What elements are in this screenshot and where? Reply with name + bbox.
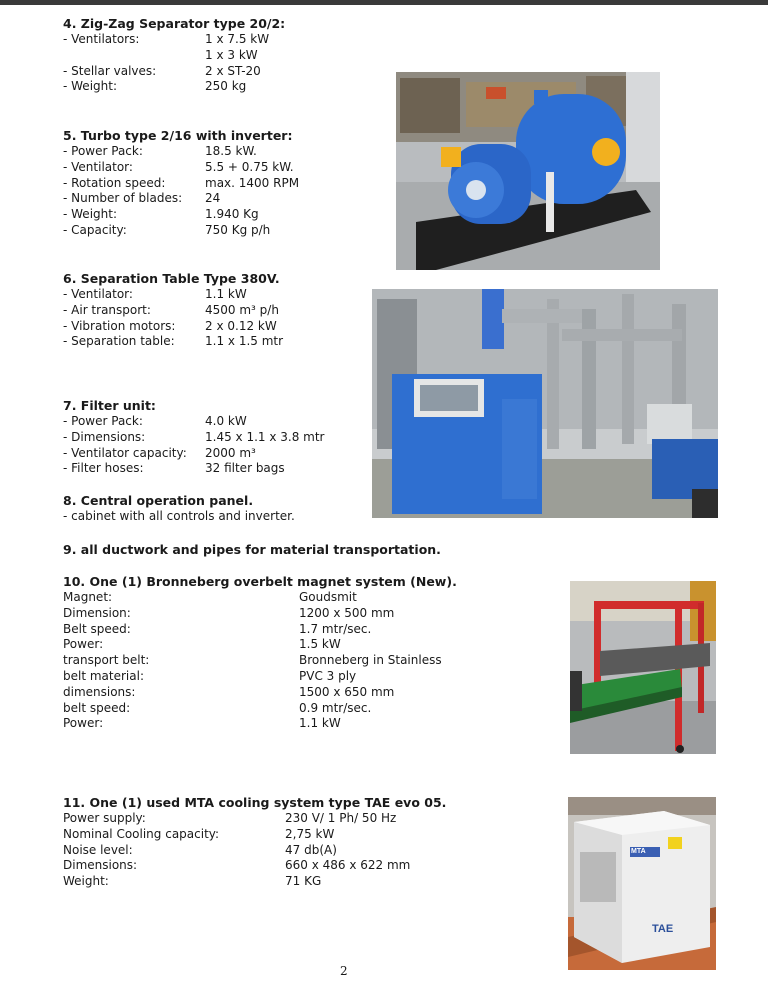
spec-row: Power: 1.1 kW <box>63 716 341 731</box>
section-title: 5. Turbo type 2/16 with inverter: <box>63 128 293 143</box>
spec-row: - Filter hoses: 32 filter bags <box>63 461 285 476</box>
spec-row: Noise level: 47 db(A) <box>63 842 337 857</box>
section-ductwork <box>63 542 441 558</box>
spec-row: - Dimensions: 1.45 x 1.1 x 3.8 mtr <box>63 429 325 444</box>
spec-row: - Weight: 1.940 Kg <box>63 207 259 222</box>
section-title: 6. Separation Table Type 380V. <box>63 271 280 286</box>
section-cooling-system <box>63 795 446 890</box>
page-top-border <box>0 0 768 5</box>
spec-row: transport belt: Bronneberg in Stainless <box>63 653 442 668</box>
spec-row: Nominal Cooling capacity: 2,75 kW <box>63 826 335 841</box>
spec-row: Dimensions: 660 x 486 x 622 mm <box>63 858 411 873</box>
spec-row: 1 x 3 kW <box>205 47 258 62</box>
section-overbelt-magnet <box>63 574 457 732</box>
spec-row: Magnet: Goudsmit <box>63 590 357 604</box>
spec-row: Belt speed: 1.7 mtr/sec. <box>63 621 372 636</box>
section-title: 10. One (1) Bronneberg overbelt magnet system (New). <box>63 574 457 589</box>
spec-row: - Stellar valves: 2 x ST-20 <box>63 63 261 78</box>
spec-row: Dimension: 1200 x 500 mm <box>63 605 395 620</box>
spec-row: belt speed: 0.9 mtr/sec. <box>63 700 372 715</box>
spec-row: - Air transport: 4500 m³ p/h <box>63 302 279 317</box>
spec-row: - Power Pack: 4.0 kW <box>63 414 247 428</box>
section-title: 7. Filter unit: <box>63 398 156 413</box>
section-filter-unit <box>63 398 325 477</box>
section-separation-table <box>63 271 283 350</box>
spec-row: - Number of blades: 24 <box>63 191 221 206</box>
chiller-brand-label: MTA <box>631 848 646 855</box>
spec-row: - Vibration motors: 2 x 0.12 kW <box>63 318 277 333</box>
section-title: 9. all ductwork and pipes for material transportation. <box>63 542 441 557</box>
spec-row: Power: 1.5 kW <box>63 637 341 652</box>
mta-chiller-photo <box>568 797 716 970</box>
section-text: - cabinet with all controls and inverter. <box>63 509 295 523</box>
section-turbo <box>63 128 299 239</box>
section-operation-panel <box>63 493 295 525</box>
section-title: 11. One (1) used MTA cooling system type TAE evo 05. <box>63 795 447 810</box>
section-zigzag-separator <box>63 16 285 95</box>
spec-row: - Ventilator: 5.5 + 0.75 kW. <box>63 159 294 174</box>
spec-row: Weight: 71 KG <box>63 874 322 889</box>
spec-row: dimensions: 1500 x 650 mm <box>63 684 395 699</box>
overbelt-magnet-photo <box>570 581 716 754</box>
spec-row: Power supply: 230 V/ 1 Ph/ 50 Hz <box>63 811 397 825</box>
section-title: 8. Central operation panel. <box>63 493 254 508</box>
separation-table-photo <box>372 289 718 518</box>
spec-row: - Capacity: 750 Kg p/h <box>63 222 271 237</box>
page-number: 2 <box>340 964 348 978</box>
spec-row: - Ventilator: 1.1 kW <box>63 287 247 301</box>
spec-row: - Power Pack: 18.5 kW. <box>63 144 257 158</box>
spec-row: - Ventilators: 1 x 7.5 kW <box>63 32 270 46</box>
spec-row: - Separation table: 1.1 x 1.5 mtr <box>63 334 284 349</box>
spec-row: - Ventilator capacity: 2000 m³ <box>63 445 256 460</box>
turbo-machine-photo <box>396 72 660 270</box>
chiller-model-label: TAE <box>652 923 674 935</box>
spec-row: - Rotation speed: max. 1400 RPM <box>63 175 300 190</box>
section-title: 4. Zig-Zag Separator type 20/2: <box>63 16 286 31</box>
spec-row: - Weight: 250 kg <box>63 79 247 94</box>
spec-row: belt material: PVC 3 ply <box>63 668 357 683</box>
